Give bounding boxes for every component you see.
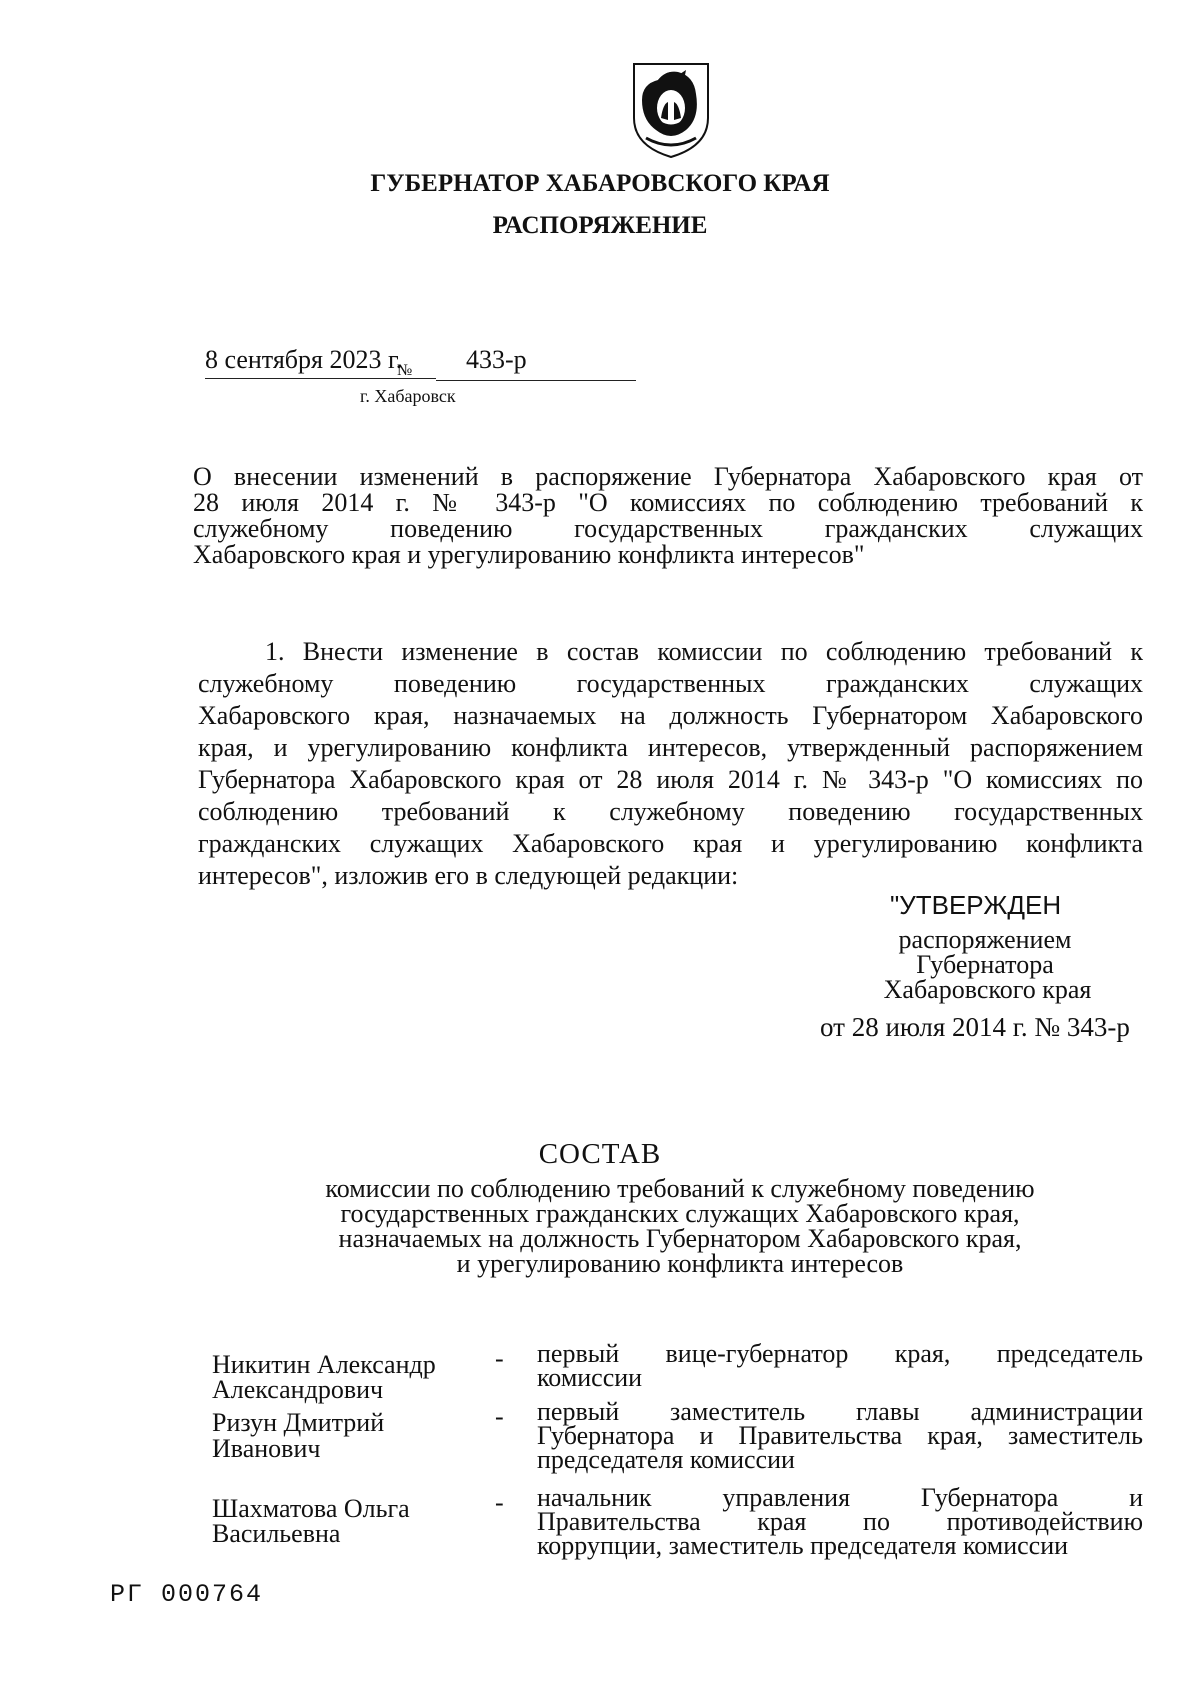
member-name: Васильевна	[212, 1519, 341, 1548]
body-line: служебному поведению государственных гражданских служащих	[198, 669, 1143, 698]
subject-line: Хабаровского края и урегулированию конфликта интересов"	[193, 540, 865, 569]
composition-title: СОСТАВ	[538, 1138, 662, 1170]
form-serial-number: РГ 000764	[110, 1580, 264, 1609]
member-dash: -	[495, 1344, 504, 1373]
approval-line: распоряжением	[898, 925, 1072, 954]
composition-scope-line: назначаемых на должность Губернатором Хабаровского края,	[338, 1224, 1022, 1253]
member-role: председателя комиссии	[537, 1445, 795, 1474]
member-role: начальник управления Губернатора и	[537, 1483, 1143, 1512]
member-dash: -	[495, 1488, 504, 1517]
approval-heading: "УТВЕРЖДЕН	[890, 890, 1062, 920]
subject-line: служебному поведению государственных гражданских служащих	[193, 514, 1143, 543]
composition-scope-line: и урегулированию конфликта интересов	[456, 1249, 904, 1278]
member-name: Александрович	[212, 1375, 384, 1404]
coat-of-arms-icon	[628, 60, 714, 160]
number-underline	[436, 380, 636, 381]
composition-scope-line: комиссии по соблюдению требований к служебному поведению	[325, 1174, 1035, 1203]
member-name: Никитин Александр	[212, 1350, 436, 1379]
number-label: №	[397, 362, 413, 379]
body-line: гражданских служащих Хабаровского края и урегулированию конфликта	[198, 829, 1143, 858]
member-name: Иванович	[212, 1434, 321, 1463]
member-role: первый заместитель главы администрации	[537, 1397, 1143, 1426]
member-role: первый вице-губернатор края, председатель	[537, 1339, 1143, 1368]
body-line: 1. Внести изменение в состав комиссии по соблюдению требований к	[265, 637, 1143, 666]
member-role: Губернатора и Правительства края, заместитель	[537, 1421, 1143, 1450]
body-line: соблюдению требований к служебному поведению государственных	[198, 797, 1143, 826]
organization-title: ГУБЕРНАТОР ХАБАРОВСКОГО КРАЯ	[370, 170, 830, 197]
document-number: 433-р	[466, 345, 527, 374]
member-role: коррупции, заместитель председателя комиссии	[537, 1531, 1069, 1560]
composition-scope-line: государственных гражданских служащих Хабаровского края,	[340, 1199, 1020, 1228]
document-type: РАСПОРЯЖЕНИЕ	[492, 212, 708, 239]
member-name: Шахматова Ольга	[212, 1494, 410, 1523]
body-line: Хабаровского края, назначаемых на должность Губернатором Хабаровского	[198, 701, 1143, 730]
member-dash: -	[495, 1402, 504, 1431]
coat-of-arms-emblem	[628, 60, 714, 160]
document-date: 8 сентября 2023 г.	[205, 345, 403, 374]
approval-reference: от 28 июля 2014 г. № 343-р	[820, 1012, 1130, 1042]
subject-line: О внесении изменений в распоряжение Губернатора Хабаровского края от	[193, 462, 1143, 491]
member-role: Правительства края по противодействию	[537, 1507, 1143, 1536]
date-underline	[205, 378, 436, 379]
subject-line: 28 июля 2014 г. № 343-р "О комиссиях по соблюдению требований к	[193, 488, 1143, 517]
body-line: интересов", изложив его в следующей редакции:	[198, 861, 739, 890]
approval-line: Губернатора	[916, 950, 1054, 979]
body-line: края, и урегулированию конфликта интересов, утвержденный распоряжением	[198, 733, 1143, 762]
member-role: комиссии	[537, 1363, 643, 1392]
approval-line: Хабаровского края	[883, 975, 1092, 1004]
body-line: Губернатора Хабаровского края от 28 июля 2014 г. № 343-р "О комиссиях по	[198, 765, 1143, 794]
member-name: Ризун Дмитрий	[212, 1408, 385, 1437]
document-city: г. Хабаровск	[360, 386, 456, 406]
